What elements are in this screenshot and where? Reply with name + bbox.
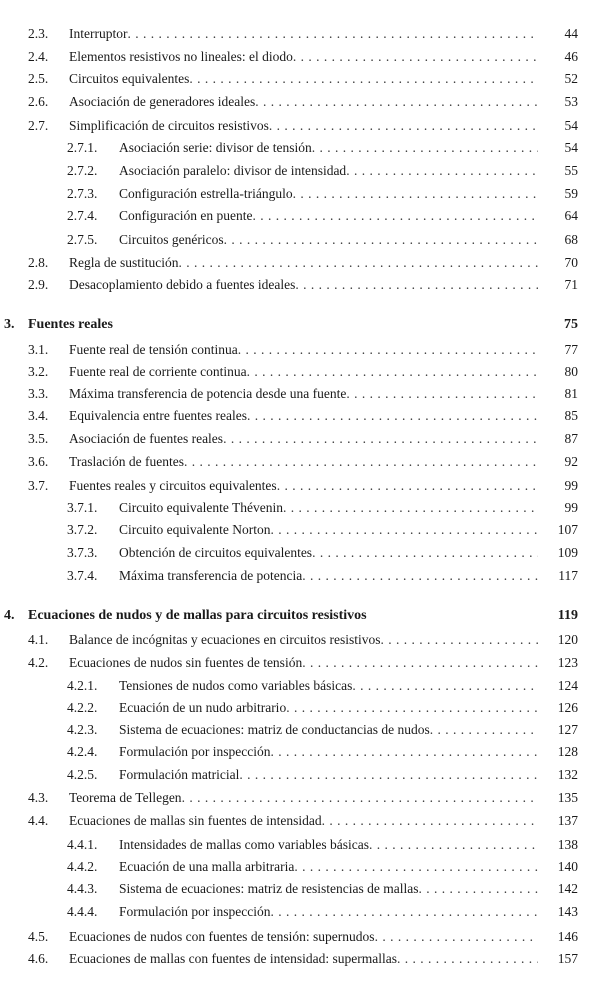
entry-number: 2.5. xyxy=(28,71,49,86)
entry-title-wrap xyxy=(119,160,538,182)
entry-title-wrap xyxy=(119,183,538,205)
dot-leader xyxy=(302,652,538,674)
entry-title-wrap xyxy=(69,46,538,68)
entry-page-number: 81 xyxy=(564,386,578,401)
entry-number: 4.5. xyxy=(28,929,49,944)
dot-leader xyxy=(247,405,538,427)
entry-page-number: 54 xyxy=(564,118,578,133)
entry-page-number: 143 xyxy=(557,904,578,919)
entry-page-number: 127 xyxy=(557,722,578,737)
dot-leader xyxy=(255,91,538,113)
entry-title-wrap xyxy=(119,697,538,719)
entry-title-wrap xyxy=(119,719,538,741)
entry-number: 3.6. xyxy=(28,454,49,469)
dot-leader xyxy=(184,451,538,473)
entry-title: Desacoplamiento debido a fuentes ideales xyxy=(69,277,296,292)
entry-title: Máxima transferencia de potencia xyxy=(119,568,303,583)
entry-title-wrap xyxy=(119,901,538,923)
entry-title: Traslación de fuentes xyxy=(69,454,184,469)
toc-entry[interactable] xyxy=(0,787,600,809)
entry-title-wrap xyxy=(69,274,538,296)
entry-page-number: 44 xyxy=(564,26,578,41)
dot-leader xyxy=(223,428,538,450)
toc-entry[interactable] xyxy=(0,205,600,227)
entry-number: 4.2.1. xyxy=(67,678,98,693)
entry-number: 2.6. xyxy=(28,94,49,109)
entry-title-wrap xyxy=(119,229,538,251)
entry-title: Circuitos equivalentes xyxy=(69,71,190,86)
toc-entry[interactable] xyxy=(0,652,600,674)
entry-number: 4.4. xyxy=(28,813,49,828)
toc-entry[interactable] xyxy=(0,519,600,541)
entry-title-wrap xyxy=(119,764,538,786)
entry-page-number: 92 xyxy=(564,454,578,469)
entry-number: 4.6. xyxy=(28,951,49,966)
entry-number: 3.5. xyxy=(28,431,49,446)
entry-page-number: 140 xyxy=(557,859,578,874)
entry-page-number: 55 xyxy=(564,163,578,178)
dot-leader xyxy=(294,856,538,878)
entry-title: Circuito equivalente Thévenin xyxy=(119,500,283,515)
toc-entry[interactable] xyxy=(0,229,600,251)
entry-number: 3.2. xyxy=(28,364,49,379)
entry-title: Obtención de circuitos equivalentes xyxy=(119,545,313,560)
entry-title: Asociación de generadores ideales xyxy=(69,94,256,109)
entry-title: Circuito equivalente Norton xyxy=(119,522,271,537)
toc-entry[interactable] xyxy=(0,383,600,405)
entry-page-number: 80 xyxy=(564,364,578,379)
toc-entry[interactable] xyxy=(0,542,600,564)
entry-number: 4.2.2. xyxy=(67,700,98,715)
entry-page-number: 52 xyxy=(564,71,578,86)
entry-number: 3.7.1. xyxy=(67,500,98,515)
entry-title: Ecuaciones de mallas sin fuentes de intensidad xyxy=(69,813,322,828)
toc-entry[interactable] xyxy=(0,475,600,497)
entry-title: Ecuaciones de nudos y de mallas para circuitos resistivos xyxy=(28,608,367,623)
toc-entry[interactable] xyxy=(0,629,600,651)
dot-leader xyxy=(127,23,538,45)
toc-entry[interactable] xyxy=(0,451,600,473)
entry-number: 4.2.4. xyxy=(67,744,98,759)
dot-leader xyxy=(178,252,538,274)
entry-number: 2.7.1. xyxy=(67,140,98,155)
entry-title: Ecuación de una malla arbitraria xyxy=(119,859,295,874)
entry-page-number: 107 xyxy=(557,522,578,537)
entry-page-number: 46 xyxy=(564,49,578,64)
dot-leader xyxy=(286,697,538,719)
entry-title-wrap xyxy=(69,787,538,809)
entry-page-number: 53 xyxy=(564,94,578,109)
entry-title-wrap xyxy=(69,948,538,970)
entry-page-number: 85 xyxy=(564,408,578,423)
entry-title: Asociación serie: divisor de tensión xyxy=(119,140,312,155)
dot-leader xyxy=(312,542,538,564)
entry-title-wrap xyxy=(119,834,538,856)
entry-title: Fuentes reales y circuitos equivalentes xyxy=(69,478,277,493)
entry-page-number: 137 xyxy=(557,813,578,828)
toc-entry[interactable] xyxy=(0,405,600,427)
entry-page-number: 70 xyxy=(564,255,578,270)
entry-number: 3. xyxy=(4,317,15,332)
dot-leader xyxy=(238,339,538,361)
entry-title-wrap xyxy=(69,91,538,113)
dot-leader xyxy=(397,948,538,970)
entry-title-wrap xyxy=(69,428,538,450)
entry-title: Asociación de fuentes reales xyxy=(69,431,224,446)
entry-page-number: 138 xyxy=(557,837,578,852)
dot-leader xyxy=(302,565,538,587)
toc-entry[interactable] xyxy=(0,160,600,182)
entry-title: Elementos resistivos no lineales: el diodo xyxy=(69,49,293,64)
entry-title-wrap xyxy=(119,497,538,519)
dot-leader xyxy=(270,901,538,923)
dot-leader xyxy=(269,115,538,137)
dot-leader xyxy=(381,629,538,651)
entry-page-number: 75 xyxy=(564,317,578,332)
entry-number: 2.7.2. xyxy=(67,163,98,178)
entry-title-wrap xyxy=(119,856,538,878)
entry-number: 4.1. xyxy=(28,632,49,647)
entry-number: 2.4. xyxy=(28,49,49,64)
entry-number: 4.2.3. xyxy=(67,722,98,737)
toc-entry[interactable] xyxy=(0,137,600,159)
entry-title-wrap xyxy=(119,741,538,763)
toc-entry[interactable] xyxy=(0,428,600,450)
entry-page-number: 157 xyxy=(557,951,578,966)
entry-title: Máxima transferencia de potencia desde una fuente xyxy=(69,386,347,401)
toc-entry[interactable] xyxy=(0,252,600,274)
entry-title-wrap xyxy=(69,405,538,427)
toc-entry[interactable] xyxy=(0,183,600,205)
toc-entry[interactable] xyxy=(0,719,600,741)
dot-leader xyxy=(293,183,538,205)
entry-number: 2.8. xyxy=(28,255,49,270)
entry-title: Asociación paralelo: divisor de intensidad xyxy=(119,163,347,178)
toc-entry[interactable] xyxy=(0,68,600,90)
toc-entry[interactable] xyxy=(0,926,600,948)
dot-leader xyxy=(295,274,538,296)
entry-title-wrap xyxy=(28,314,530,336)
entry-number: 3.7.2. xyxy=(67,522,98,537)
entry-page-number: 77 xyxy=(564,342,578,357)
dot-leader xyxy=(239,764,538,786)
entry-page-number: 126 xyxy=(557,700,578,715)
dot-leader xyxy=(322,810,538,832)
entry-title: Formulación por inspección xyxy=(119,744,271,759)
entry-page-number: 124 xyxy=(557,678,578,693)
entry-title-wrap xyxy=(69,629,538,651)
entry-title-wrap xyxy=(69,383,538,405)
toc-entry[interactable] xyxy=(0,764,600,786)
entry-title: Sistema de ecuaciones: matriz de conductancias de nudos xyxy=(119,722,430,737)
entry-title: Tensiones de nudos como variables básicas xyxy=(119,678,353,693)
dot-leader xyxy=(430,719,538,741)
entry-page-number: 135 xyxy=(557,790,578,805)
toc-entry[interactable] xyxy=(0,810,600,832)
entry-number: 4.4.1. xyxy=(67,837,98,852)
entry-page-number: 123 xyxy=(557,655,578,670)
toc-entry[interactable] xyxy=(0,741,600,763)
entry-page-number: 87 xyxy=(564,431,578,446)
entry-number: 4.4.3. xyxy=(67,881,98,896)
dot-leader xyxy=(270,519,538,541)
entry-number: 4.4.2. xyxy=(67,859,98,874)
entry-title-wrap xyxy=(69,339,538,361)
entry-title: Interruptor xyxy=(69,26,128,41)
entry-title: Simplificación de circuitos resistivos xyxy=(69,118,269,133)
entry-page-number: 128 xyxy=(557,744,578,759)
entry-number: 3.7.3. xyxy=(67,545,98,560)
entry-page-number: 99 xyxy=(564,478,578,493)
dot-leader xyxy=(293,46,538,68)
entry-title-wrap xyxy=(119,878,538,900)
toc-chapter-entry[interactable] xyxy=(0,314,600,336)
toc-entry[interactable] xyxy=(0,675,600,697)
dot-leader xyxy=(312,137,538,159)
toc-entry[interactable] xyxy=(0,91,600,113)
toc-entry[interactable] xyxy=(0,565,600,587)
entry-title: Formulación matricial xyxy=(119,767,240,782)
entry-number: 4. xyxy=(4,608,15,623)
dot-leader xyxy=(375,926,538,948)
toc-entry[interactable] xyxy=(0,339,600,361)
toc-entry[interactable] xyxy=(0,878,600,900)
entry-title-wrap xyxy=(119,675,538,697)
dot-leader xyxy=(277,475,538,497)
entry-title-wrap xyxy=(69,926,538,948)
entry-title: Teorema de Tellegen xyxy=(69,790,182,805)
entry-number: 2.7.3. xyxy=(67,186,98,201)
entry-title: Balance de incógnitas y ecuaciones en circuitos resistivos xyxy=(69,632,381,647)
entry-title-wrap xyxy=(69,68,538,90)
toc-entry[interactable] xyxy=(0,46,600,68)
toc-entry[interactable] xyxy=(0,274,600,296)
dot-leader xyxy=(224,229,538,251)
dot-leader xyxy=(252,205,538,227)
entry-page-number: 120 xyxy=(557,632,578,647)
entry-number: 2.3. xyxy=(28,26,49,41)
entry-title: Fuente real de corriente continua xyxy=(69,364,247,379)
entry-number: 3.3. xyxy=(28,386,49,401)
entry-title: Configuración estrella-triángulo xyxy=(119,186,293,201)
entry-title: Formulación por inspección xyxy=(119,904,271,919)
entry-title: Fuentes reales xyxy=(28,317,113,332)
entry-title-wrap xyxy=(119,542,538,564)
entry-number: 2.9. xyxy=(28,277,49,292)
entry-title-wrap xyxy=(69,652,538,674)
entry-title: Ecuación de un nudo arbitrario xyxy=(119,700,287,715)
entry-page-number: 54 xyxy=(564,140,578,155)
entry-title-wrap xyxy=(119,205,538,227)
entry-number: 4.2.5. xyxy=(67,767,98,782)
entry-page-number: 132 xyxy=(557,767,578,782)
entry-page-number: 119 xyxy=(557,608,578,623)
entry-number: 4.3. xyxy=(28,790,49,805)
toc-entry[interactable] xyxy=(0,901,600,923)
entry-title-wrap xyxy=(69,252,538,274)
dot-leader xyxy=(346,383,538,405)
entry-title-wrap xyxy=(69,451,538,473)
entry-title-wrap xyxy=(69,475,538,497)
entry-number: 3.7.4. xyxy=(67,568,98,583)
toc-entry[interactable] xyxy=(0,23,600,45)
dot-leader xyxy=(369,834,538,856)
entry-title: Configuración en puente xyxy=(119,208,253,223)
entry-title: Equivalencia entre fuentes reales xyxy=(69,408,248,423)
entry-page-number: 99 xyxy=(564,500,578,515)
entry-title: Circuitos genéricos xyxy=(119,232,224,247)
dot-leader xyxy=(419,878,538,900)
entry-number: 4.2. xyxy=(28,655,49,670)
dot-leader xyxy=(283,497,538,519)
entry-title-wrap xyxy=(28,605,530,627)
entry-title: Ecuaciones de nudos con fuentes de tensión: supernudos xyxy=(69,929,375,944)
entry-page-number: 68 xyxy=(564,232,578,247)
entry-title-wrap xyxy=(119,137,538,159)
dot-leader xyxy=(270,741,538,763)
toc-entry[interactable] xyxy=(0,834,600,856)
entry-page-number: 117 xyxy=(558,568,578,583)
dot-leader xyxy=(189,68,538,90)
entry-number: 3.7. xyxy=(28,478,49,493)
toc-entry[interactable] xyxy=(0,115,600,137)
dot-leader xyxy=(247,361,538,383)
toc-chapter-entry[interactable] xyxy=(0,605,600,627)
entry-title: Fuente real de tensión continua xyxy=(69,342,238,357)
entry-page-number: 64 xyxy=(564,208,578,223)
entry-title-wrap xyxy=(69,115,538,137)
entry-page-number: 59 xyxy=(564,186,578,201)
toc-entry[interactable] xyxy=(0,361,600,383)
entry-title: Intensidades de mallas como variables básicas xyxy=(119,837,370,852)
entry-title-wrap xyxy=(69,810,538,832)
entry-title: Sistema de ecuaciones: matriz de resistencias de mallas xyxy=(119,881,419,896)
entry-title: Ecuaciones de mallas con fuentes de intensidad: supermallas xyxy=(69,951,398,966)
entry-number: 2.7.5. xyxy=(67,232,98,247)
entry-title-wrap xyxy=(119,519,538,541)
dot-leader xyxy=(352,675,538,697)
entry-number: 3.1. xyxy=(28,342,49,357)
entry-number: 2.7. xyxy=(28,118,49,133)
entry-title-wrap xyxy=(69,23,538,45)
entry-page-number: 71 xyxy=(564,277,578,292)
entry-title: Ecuaciones de nudos sin fuentes de tensión xyxy=(69,655,303,670)
entry-number: 2.7.4. xyxy=(67,208,98,223)
entry-number: 4.4.4. xyxy=(67,904,98,919)
entry-page-number: 146 xyxy=(557,929,578,944)
entry-page-number: 142 xyxy=(557,881,578,896)
entry-title-wrap xyxy=(119,565,538,587)
entry-title: Regla de sustitución xyxy=(69,255,179,270)
entry-title-wrap xyxy=(69,361,538,383)
entry-page-number: 109 xyxy=(557,545,578,560)
toc-entry[interactable] xyxy=(0,497,600,519)
toc-entry[interactable] xyxy=(0,697,600,719)
dot-leader xyxy=(182,787,538,809)
toc-entry[interactable] xyxy=(0,948,600,970)
entry-number: 3.4. xyxy=(28,408,49,423)
toc-entry[interactable] xyxy=(0,856,600,878)
dot-leader xyxy=(346,160,538,182)
